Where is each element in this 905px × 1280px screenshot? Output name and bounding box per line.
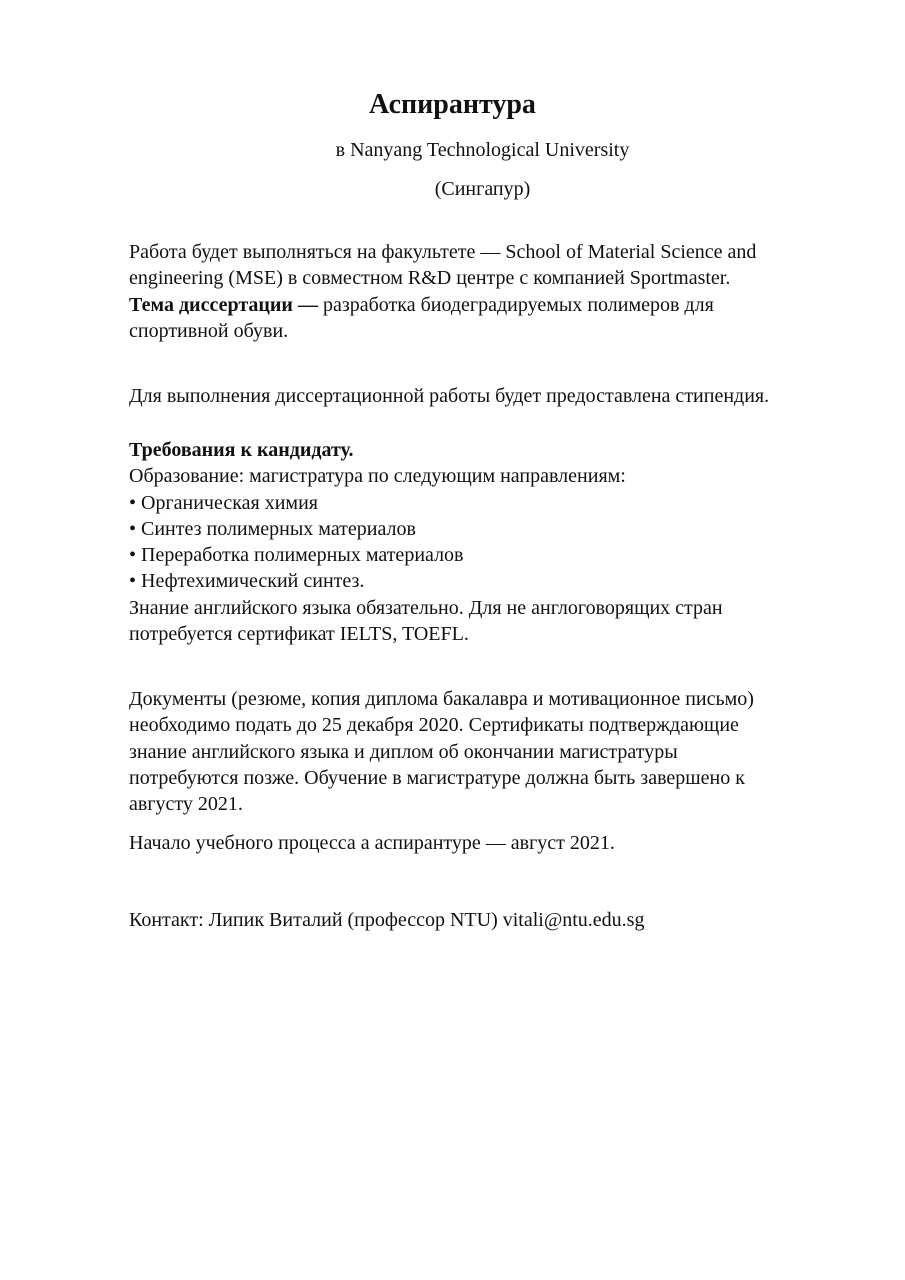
documents-line: необходимо подать до 25 декабря 2020. Сертификаты подтверждающие <box>129 714 739 737</box>
stipend-paragraph <box>129 383 849 409</box>
requirements-heading: Требования к кандидату. <box>129 439 354 461</box>
list-item: • Переработка полимерных материалов <box>129 544 464 567</box>
intro-line-4: спортивной обуви. <box>129 319 289 342</box>
list-item: • Синтез полимерных материалов <box>129 517 416 540</box>
documents-line: Документы (резюме, копия диплома бакалавра и мотивационное письмо) <box>129 688 754 710</box>
intro-line-2: engineering (MSE) в совместном R&D центре с компанией Sportmaster. <box>129 267 731 290</box>
stipend-text: Для выполнения диссертационной работы будет предоставлена стипендия. <box>129 385 770 407</box>
documents-line: знание английского языка и диплом об окончании магистратуры <box>129 740 678 763</box>
documents-line: потребуются позже. Обучение в магистратуре должна быть завершено к <box>129 766 745 789</box>
start-text: Начало учебного процесса а аспирантуре — август 2021. <box>129 832 615 854</box>
list-item: • Нефтехимический синтез. <box>129 570 365 593</box>
topic-line <box>129 292 849 318</box>
documents-line: августу 2021. <box>129 793 243 816</box>
language-line-2: потребуется сертификат IELTS, TOEFL. <box>129 623 469 646</box>
page-title: Аспирантура <box>369 89 536 120</box>
requirements-section <box>129 437 849 647</box>
location-label: (Сингапур) <box>434 178 531 200</box>
contact-text: Контакт: Липик Виталий (профессор NTU) vitali@ntu.edu.sg <box>129 909 645 931</box>
documents-paragraph <box>129 686 849 817</box>
list-item: • Органическая химия <box>129 491 318 514</box>
topic-text: разработка биодеградируемых полимеров для <box>317 293 714 316</box>
university-subtitle: в Nanyang Technological University <box>335 139 630 161</box>
intro-line-1: Работа будет выполняться на факультете — School of Material Science and <box>129 241 757 263</box>
contact-paragraph <box>129 907 849 933</box>
education-line: Образование: магистратура по следующим направлениям: <box>129 465 626 488</box>
start-paragraph <box>129 830 849 856</box>
intro-paragraph <box>129 239 849 344</box>
language-line-1: Знание английского языка обязательно. Для не англоговорящих стран <box>129 596 723 619</box>
topic-label: Тема диссертации — <box>129 293 318 316</box>
